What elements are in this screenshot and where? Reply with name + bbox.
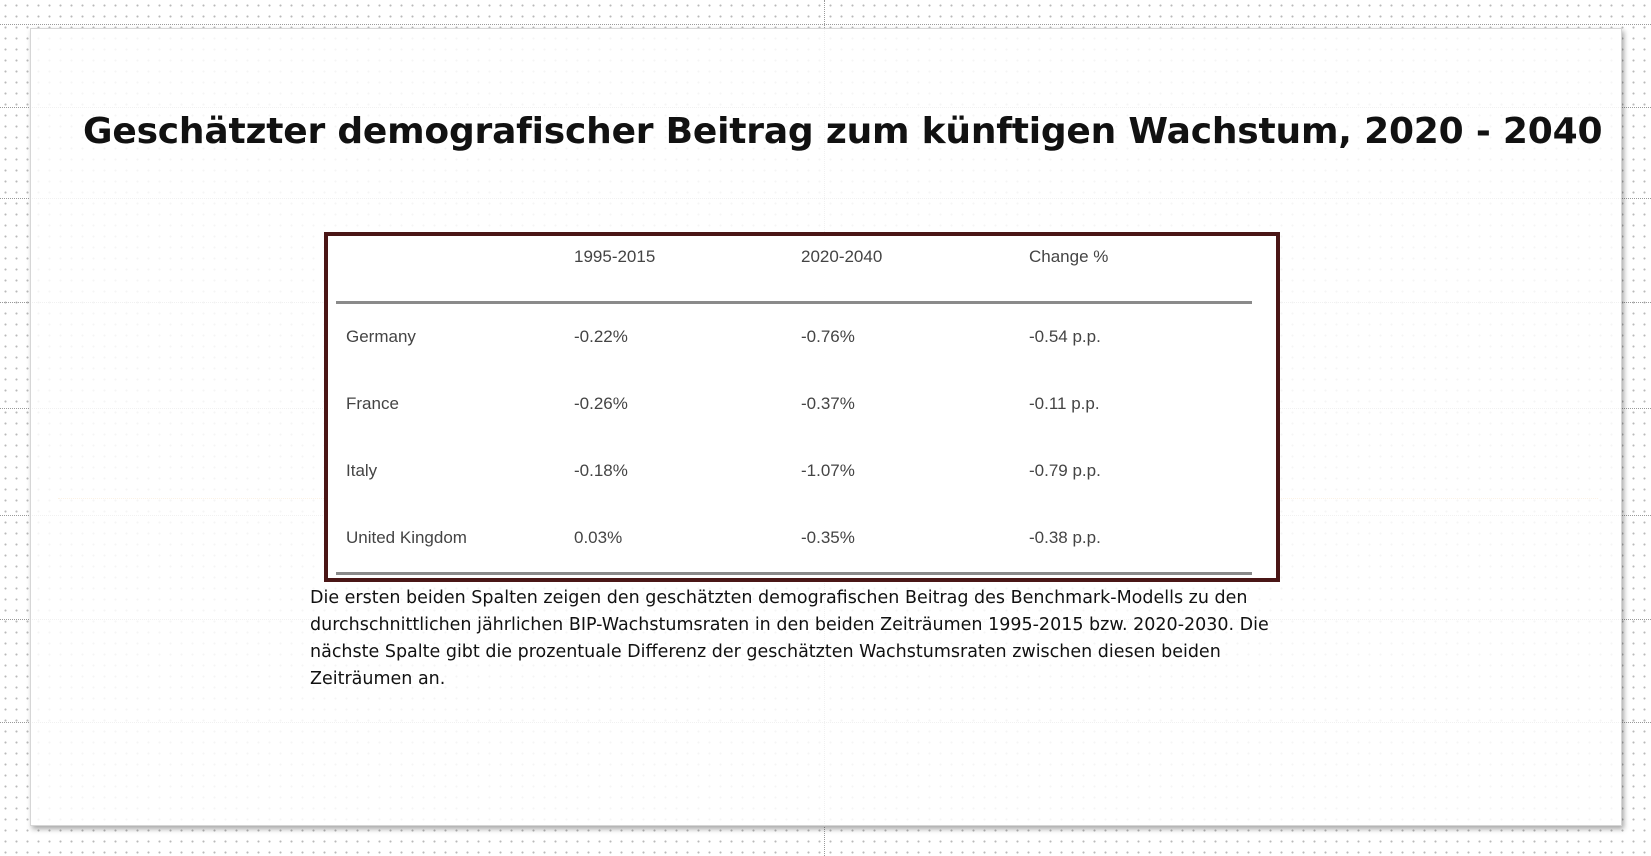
- cell-2020-2040: -1.07%: [801, 461, 855, 480]
- header-2020-2040: 2020-2040: [791, 236, 1019, 302]
- table-row: [336, 371, 1252, 438]
- cell-country: Italy: [346, 461, 378, 480]
- cell-change: -0.54 p.p.: [1029, 327, 1101, 346]
- table-header-row: [336, 236, 1252, 302]
- guide-line-horizontal: [0, 24, 1651, 25]
- cell-1995-2015: -0.18%: [574, 461, 628, 480]
- header-1995-2015: 1995-2015: [564, 236, 791, 302]
- table-row: [336, 302, 1252, 371]
- cell-change: -0.11 p.p.: [1029, 394, 1100, 413]
- table-frame[interactable]: [324, 232, 1280, 582]
- cell-1995-2015: -0.22%: [574, 327, 628, 346]
- cell-country: Germany: [346, 327, 416, 346]
- cell-2020-2040: -0.76%: [801, 327, 855, 346]
- slide-title[interactable]: Geschätzter demografischer Beitrag zum künftigen Wachstum, 2020 - 2040: [83, 111, 1603, 152]
- table-row: [336, 505, 1252, 574]
- growth-table[interactable]: [336, 236, 1252, 575]
- table-row: [336, 438, 1252, 505]
- cell-2020-2040: -0.37%: [801, 394, 855, 413]
- cell-country: France: [346, 394, 399, 413]
- footnote-text[interactable]: Die ersten beiden Spalten zeigen den geschätzten demografischen Beitrag des Benchmark-Modells zu den durchschnittlichen jährlichen BIP-Wachstumsraten in den beiden Zeiträumen 1995-2015 bzw. 2020-2030. Die nächste Spalte gibt die prozentuale Differenz der geschätzten Wachstumsraten zwischen diesen beiden Zeiträumen an.: [310, 588, 1269, 689]
- cell-change: -0.38 p.p.: [1019, 505, 1252, 574]
- cell-change: -0.79 p.p.: [1029, 461, 1101, 480]
- cell-country: United Kingdom: [336, 505, 564, 574]
- header-country: [336, 236, 564, 302]
- cell-2020-2040: -0.35%: [791, 505, 1019, 574]
- header-change: Change %: [1019, 236, 1252, 302]
- slide-canvas[interactable]: [30, 28, 1622, 826]
- cell-1995-2015: -0.26%: [574, 394, 628, 413]
- cell-1995-2015: 0.03%: [564, 505, 791, 574]
